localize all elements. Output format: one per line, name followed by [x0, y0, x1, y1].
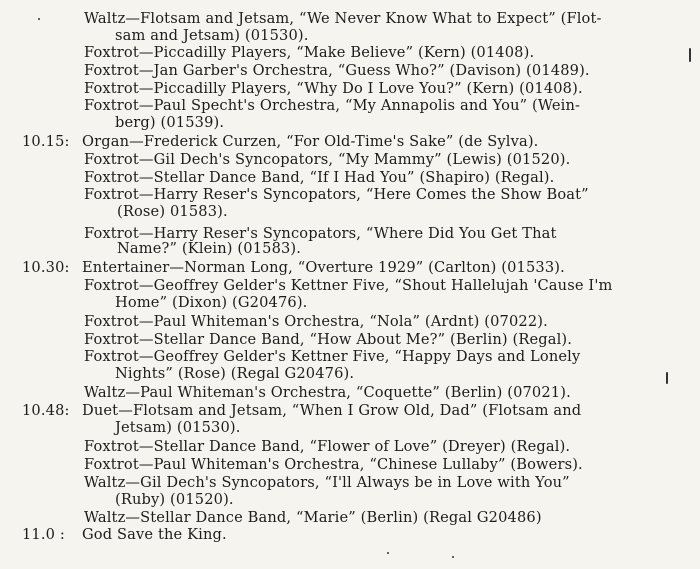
print-mark	[666, 372, 668, 384]
entry-text: Foxtrot—Geoffrey Gelder's Kettner Five, “Shout Hallelujah 'Cause I'm	[84, 277, 613, 294]
entry-text: Foxtrot—Stellar Dance Band, “How About Me?” (Berlin) (Regal).	[84, 331, 573, 348]
entry-text: Foxtrot—Harry Reser's Syncopators, “Where Did You Get That	[84, 225, 557, 242]
entry-text: Waltz—Gil Dech's Syncopators, “I'll Always be in Love with You”	[84, 474, 570, 491]
print-speck	[452, 556, 454, 558]
time-label: 11.0 :	[22, 526, 65, 543]
entry-text: Duet—Flotsam and Jetsam, “When I Grow Old, Dad” (Flotsam and	[82, 402, 582, 419]
print-mark	[689, 48, 691, 62]
entry-text: Foxtrot—Paul Whiteman's Orchestra, “Chinese Lullaby” (Bowers).	[84, 456, 583, 473]
entry-text: Waltz—Flotsam and Jetsam, “We Never Know What to Expect” (Flot-	[84, 10, 602, 27]
entry-text: Foxtrot—Gil Dech's Syncopators, “My Mammy” (Lewis) (01520).	[84, 151, 571, 168]
entry-text: Foxtrot—Harry Reser's Syncopators, “Here Comes the Show Boat”	[84, 186, 589, 203]
print-speck	[38, 18, 40, 20]
entry-text: Foxtrot—Jan Garber's Orchestra, “Guess Who?” (Davison) (01489).	[84, 62, 590, 79]
entry-text: Jetsam) (01530).	[115, 419, 241, 436]
entry-text: God Save the King.	[82, 526, 227, 543]
entry-text: Foxtrot—Piccadilly Players, “Make Believe” (Kern) (01408).	[84, 44, 535, 61]
entry-text: sam and Jetsam) (01530).	[115, 27, 309, 44]
entry-text: (Rose) 01583).	[117, 203, 228, 220]
entry-text: Foxtrot—Stellar Dance Band, “If I Had You” (Shapiro) (Regal).	[84, 169, 555, 186]
entry-text: Nights” (Rose) (Regal G20476).	[115, 365, 355, 382]
entry-text: Waltz—Stellar Dance Band, “Marie” (Berlin) (Regal G20486)	[84, 509, 542, 526]
entry-text: Entertainer—Norman Long, “Overture 1929” (Carlton) (01533).	[82, 259, 565, 276]
entry-text: Foxtrot—Paul Whiteman's Orchestra, “Nola” (Ardnt) (07022).	[84, 313, 548, 330]
entry-text: Waltz—Paul Whiteman's Orchestra, “Coquette” (Berlin) (07021).	[84, 384, 571, 401]
entry-text: Organ—Frederick Curzen, “For Old-Time's Sake” (de Sylva).	[82, 133, 539, 150]
entry-text: Foxtrot—Piccadilly Players, “Why Do I Love You?” (Kern) (01408).	[84, 80, 583, 97]
entry-text: Home” (Dixon) (G20476).	[115, 294, 308, 311]
entry-text: berg) (01539).	[115, 114, 225, 131]
entry-text: (Ruby) (01520).	[115, 491, 234, 508]
entry-text: Foxtrot—Geoffrey Gelder's Kettner Five, “Happy Days and Lonely	[84, 348, 581, 365]
time-label: 10.48:	[22, 402, 70, 419]
time-label: 10.30:	[22, 259, 70, 276]
entry-text: Name?” (Klein) (01583).	[117, 240, 302, 257]
entry-text: Foxtrot—Paul Specht's Orchestra, “My Annapolis and You” (Wein-	[84, 97, 581, 114]
entry-text: Foxtrot—Stellar Dance Band, “Flower of Love” (Dreyer) (Regal).	[84, 438, 571, 455]
time-label: 10.15:	[22, 133, 70, 150]
print-speck	[387, 552, 389, 554]
